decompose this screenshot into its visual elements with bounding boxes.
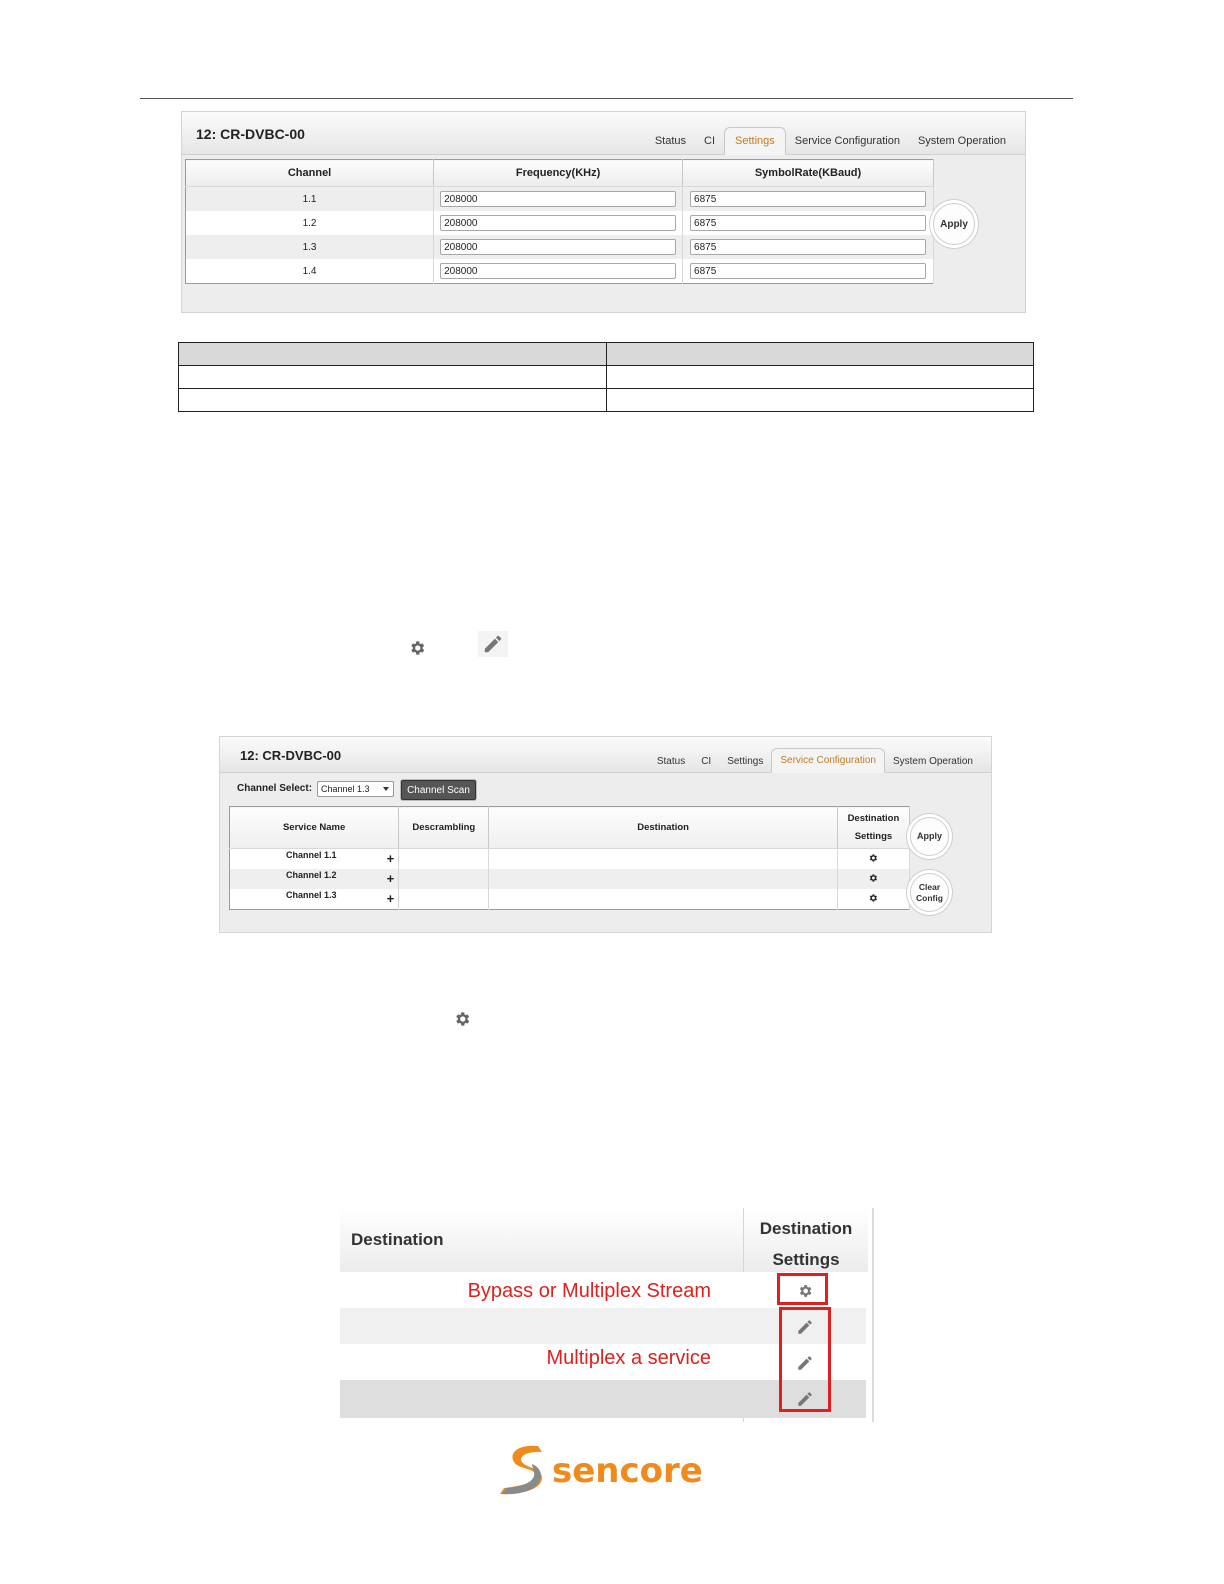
service-name: Channel 1.2 <box>286 870 337 880</box>
channel-cell: 1.4 <box>186 259 434 284</box>
channel-select-label: Channel Select: <box>237 783 313 794</box>
table-cell <box>607 366 1034 389</box>
tab-system-operation[interactable]: System Operation <box>917 135 1006 147</box>
table-row <box>186 187 934 212</box>
tab-status[interactable]: Status <box>656 756 686 767</box>
destination-cell <box>489 869 838 889</box>
table-row <box>230 889 910 910</box>
channel-cell: 1.1 <box>186 187 434 212</box>
table-row <box>186 259 934 284</box>
destination-cell <box>489 849 838 870</box>
table-header-cell <box>607 343 1034 366</box>
channel-settings-table <box>185 159 934 284</box>
descrambling-cell <box>399 849 489 870</box>
tab-service-configuration[interactable]: Service Configuration <box>771 748 885 773</box>
frequency-input[interactable] <box>440 239 676 255</box>
settings-cell <box>837 869 909 889</box>
channel-select-dropdown[interactable] <box>317 781 394 797</box>
frequency-input[interactable] <box>440 215 676 231</box>
descrambling-cell <box>399 869 489 889</box>
symbol-rate-input[interactable] <box>690 191 926 207</box>
column-header-service-name: Service Name <box>230 807 399 849</box>
tab-system-operation[interactable]: System Operation <box>892 756 973 767</box>
tab-settings[interactable]: Settings <box>727 756 764 767</box>
gear-icon[interactable] <box>868 873 878 883</box>
column-header-frequency: Frequency(KHz) <box>434 160 683 187</box>
column-header-destination-settings <box>837 807 909 849</box>
tab-bar <box>646 127 1015 155</box>
clear-config-button[interactable] <box>910 873 949 912</box>
symbol-rate-input[interactable] <box>690 263 926 279</box>
logo-wordmark: sencore <box>552 1451 703 1491</box>
tab-status[interactable]: Status <box>654 135 687 147</box>
symbol-rate-input[interactable] <box>690 215 926 231</box>
table-row <box>186 235 934 259</box>
channel-select-value: Channel 1.3 <box>321 784 370 794</box>
table-cell <box>179 366 607 389</box>
panel-header <box>182 112 1025 155</box>
gear-icon[interactable] <box>868 893 878 903</box>
header-rule <box>140 98 1073 99</box>
table-row <box>230 849 910 870</box>
channel-scan-button[interactable]: Channel Scan <box>401 780 476 800</box>
clear-config-label: Config <box>916 892 943 903</box>
tab-ci[interactable]: CI <box>704 135 716 147</box>
parameter-table <box>178 342 1034 412</box>
header-line: Settings <box>772 1250 840 1269</box>
sencore-logo <box>498 1442 714 1498</box>
column-header-destination-settings <box>744 1213 868 1275</box>
header-line: Settings <box>854 830 893 842</box>
gear-icon <box>406 637 428 659</box>
column-header-channel: Channel <box>186 160 434 187</box>
tab-bar <box>649 748 981 773</box>
plus-icon[interactable]: + <box>386 851 395 866</box>
header-line: Destination <box>759 1219 853 1238</box>
table-row <box>186 211 934 235</box>
tab-settings[interactable]: Settings <box>724 127 786 155</box>
highlight-box-gear <box>777 1273 828 1305</box>
frequency-input[interactable] <box>440 263 676 279</box>
apply-button[interactable]: Apply <box>933 203 975 245</box>
table-row <box>230 869 910 889</box>
channel-cell: 1.3 <box>186 235 434 259</box>
service-name-cell <box>230 849 399 870</box>
service-name: Channel 1.3 <box>286 890 337 900</box>
gear-icon[interactable] <box>868 853 878 863</box>
table-header-cell <box>179 343 607 366</box>
destination-zoom-panel <box>340 1208 874 1422</box>
destination-cell <box>489 889 838 910</box>
service-name-cell <box>230 889 399 910</box>
plus-icon[interactable]: + <box>386 891 395 906</box>
table-cell <box>607 389 1034 412</box>
panel-title: 12: CR-DVBC-00 <box>240 748 342 763</box>
channel-cell: 1.2 <box>186 211 434 235</box>
pencil-icon <box>478 631 508 657</box>
zoom-header <box>340 1208 868 1272</box>
clear-config-label: Clear <box>918 881 941 892</box>
chevron-down-icon <box>383 787 389 791</box>
tab-ci[interactable]: CI <box>701 756 712 767</box>
service-name-cell <box>230 869 399 889</box>
header-line: Destination <box>847 812 900 824</box>
settings-cell <box>837 849 909 870</box>
annotation-multiplex: Multiplex a service <box>546 1347 711 1369</box>
column-header-destination: Destination <box>489 807 838 849</box>
column-header-symbol-rate: SymbolRate(KBaud) <box>683 160 934 187</box>
settings-panel <box>181 111 1026 313</box>
symbol-rate-input[interactable] <box>690 239 926 255</box>
gear-icon <box>451 1008 473 1030</box>
settings-cell <box>837 889 909 910</box>
panel-header <box>220 737 991 773</box>
table-cell <box>179 389 607 412</box>
descrambling-cell <box>399 889 489 910</box>
apply-button[interactable]: Apply <box>910 817 949 856</box>
service-name: Channel 1.1 <box>286 850 337 860</box>
column-header-descrambling: Descrambling <box>399 807 489 849</box>
tab-service-configuration[interactable]: Service Configuration <box>794 135 900 147</box>
column-header-destination: Destination <box>351 1230 444 1249</box>
service-configuration-panel <box>219 736 992 933</box>
highlight-box-pencils <box>779 1307 831 1412</box>
annotation-bypass: Bypass or Multiplex Stream <box>467 1280 711 1302</box>
plus-icon[interactable]: + <box>386 871 395 886</box>
service-table <box>229 806 910 910</box>
frequency-input[interactable] <box>440 191 676 207</box>
panel-title: 12: CR-DVBC-00 <box>196 126 305 142</box>
